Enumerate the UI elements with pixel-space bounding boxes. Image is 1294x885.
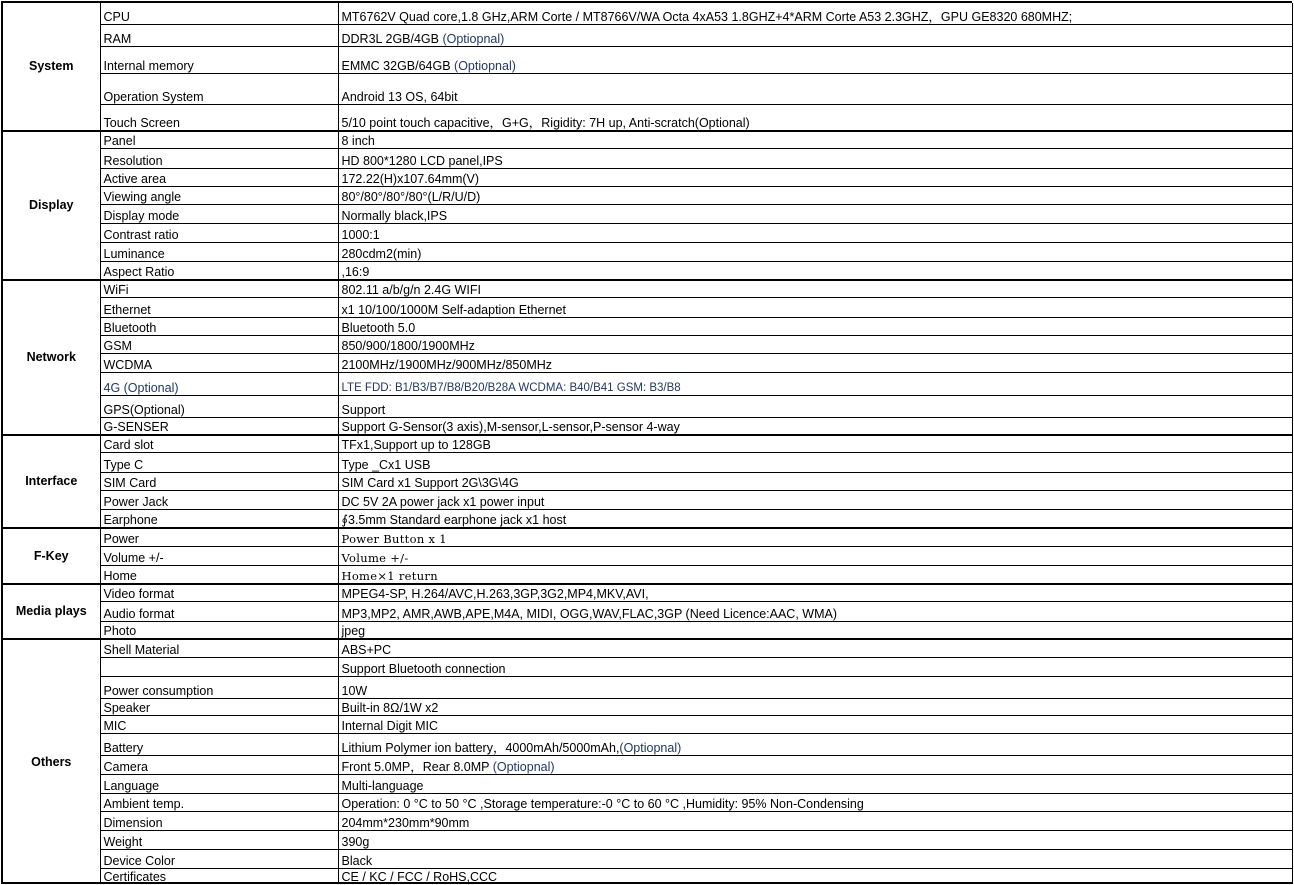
spec-value: Support Bluetooth connection	[341, 662, 506, 677]
spec-key: Shell Material	[100, 639, 338, 657]
spec-key: Active area	[100, 168, 338, 186]
table-row	[3, 417, 1292, 434]
spec-value: DC 5V 2A power jack x1 power input	[341, 495, 545, 510]
spec-value: Built-in 8Ω/1W x2	[341, 700, 439, 715]
spec-key: Aspect Ratio	[100, 261, 338, 279]
spec-key: GSM	[100, 335, 338, 353]
section-label: Others	[3, 639, 100, 884]
spec-value: LTE FDD: B1/B3/B7/B8/B20/B28A WCDMA: B40/B41 GSM: B3/B8	[341, 381, 681, 394]
table-row	[3, 715, 1292, 733]
spec-value: ABS+PC	[341, 643, 392, 658]
table-row	[3, 280, 1292, 298]
spec-value-cell	[338, 261, 1292, 279]
spec-value-cell	[338, 565, 1292, 583]
spec-value-cell	[338, 131, 1292, 149]
table-row	[3, 565, 1292, 583]
table-row	[3, 546, 1292, 565]
table-row	[3, 621, 1292, 639]
spec-value: DDR3L 2GB/4GB	[341, 32, 439, 47]
spec-value: 204mm*230mm*90mm	[341, 816, 470, 831]
spec-value: 390g	[341, 834, 370, 849]
spec-value: Android 13 OS, 64bit	[341, 89, 458, 104]
table-row	[3, 734, 1292, 756]
spec-value: Bluetooth 5.0	[341, 320, 416, 335]
table-row	[3, 24, 1292, 46]
spec-value-cell	[338, 74, 1292, 104]
table-row	[3, 677, 1292, 698]
spec-key: Dimension	[100, 812, 338, 831]
spec-value: CE / KC / FCC / RoHS,CCC	[341, 870, 498, 884]
section-label: Media plays	[3, 584, 100, 640]
spec-value-cell	[338, 658, 1292, 677]
spec-value: 172.22(H)x107.64mm(V)	[341, 171, 480, 186]
table-row	[3, 812, 1292, 831]
spec-value-cell	[338, 104, 1292, 130]
spec-value: MPEG4-SP, H.264/AVC,H.263,3GP,3G2,MP4,MKV,AVI,	[341, 587, 649, 602]
spec-value-cell	[338, 774, 1292, 793]
spec-value: x1 10/100/1000M Self-adaption Ethernet	[341, 302, 566, 317]
section-label: Interface	[3, 435, 100, 528]
optional-note: (Optiopnal)	[619, 741, 682, 756]
spec-value-cell	[338, 677, 1292, 698]
spec-value-cell	[338, 298, 1292, 317]
spec-value-cell	[338, 546, 1292, 565]
spec-key	[100, 658, 338, 677]
table-row	[3, 205, 1292, 224]
spec-value: 10W	[341, 683, 368, 698]
section-label: Display	[3, 131, 100, 280]
optional-note: (Optiopnal)	[439, 32, 505, 47]
spec-key: Photo	[100, 621, 338, 639]
spec-value: 850/900/1800/1900MHz	[341, 339, 475, 354]
spec-value-cell	[338, 602, 1292, 621]
table-row	[3, 3, 1292, 24]
section-label: Network	[3, 280, 100, 435]
spec-key: Weight	[100, 831, 338, 849]
spec-value-cell	[338, 490, 1292, 509]
spec-value: Volume +/-	[341, 550, 409, 565]
spec-key: Speaker	[100, 698, 338, 715]
table-row	[3, 242, 1292, 261]
spec-key: Bluetooth	[100, 317, 338, 335]
spec-key: Home	[100, 565, 338, 583]
spec-key: Type C	[100, 453, 338, 472]
spec-key: SIM Card	[100, 472, 338, 490]
spec-value: Front 5.0MP，Rear 8.0MP	[341, 759, 490, 774]
section-label: F-Key	[3, 528, 100, 584]
spec-value-cell	[338, 149, 1292, 168]
table-row	[3, 490, 1292, 509]
table-row	[3, 510, 1292, 528]
table-row	[3, 168, 1292, 186]
spec-value-cell	[338, 510, 1292, 528]
spec-key: RAM	[100, 24, 338, 46]
spec-key: Audio format	[100, 602, 338, 621]
spec-value: MT6762V Quad core,1.8 GHz,ARM Corte / MT8766V/WA Octa 4xA53 1.8GHZ+4*ARM Corte A53 2.3GHZ，GPU GE8320 680MHZ;	[341, 9, 1073, 24]
spec-value: Support	[341, 402, 386, 417]
spec-key: G-SENSER	[100, 417, 338, 434]
spec-value: 280cdm2(min)	[341, 246, 422, 261]
spec-value-cell	[338, 317, 1292, 335]
table-row	[3, 756, 1292, 774]
table-row	[3, 186, 1292, 204]
table-row	[3, 849, 1292, 868]
spec-value-cell	[338, 280, 1292, 298]
spec-sheet	[1, 1, 1292, 884]
table-row	[3, 453, 1292, 472]
spec-key: Power consumption	[100, 677, 338, 698]
optional-note: (Optiopnal)	[450, 59, 516, 74]
spec-value: 5/10 point touch capacitive，G+G，Rigidity: 7H up, Anti-scratch(Optional)	[341, 115, 750, 130]
spec-key: Camera	[100, 756, 338, 774]
spec-key: Operation System	[100, 74, 338, 104]
spec-value-cell	[338, 793, 1292, 811]
table-row	[3, 149, 1292, 168]
spec-value-cell	[338, 584, 1292, 602]
table-row	[3, 639, 1292, 657]
spec-value: 1000:1	[341, 227, 380, 242]
specification-table-body	[3, 3, 1292, 884]
spec-value-cell	[338, 453, 1292, 472]
spec-value-cell	[338, 639, 1292, 657]
spec-value-cell	[338, 734, 1292, 756]
spec-value-cell	[338, 698, 1292, 715]
table-row	[3, 658, 1292, 677]
spec-key: Ethernet	[100, 298, 338, 317]
table-row	[3, 47, 1292, 74]
spec-value: HD 800*1280 LCD panel,IPS	[341, 153, 503, 168]
table-row	[3, 298, 1292, 317]
spec-value-cell	[338, 715, 1292, 733]
spec-key: Viewing angle	[100, 186, 338, 204]
table-row	[3, 131, 1292, 149]
table-row	[3, 584, 1292, 602]
specification-table	[3, 3, 1293, 884]
spec-value-cell	[338, 756, 1292, 774]
spec-value-cell	[338, 849, 1292, 868]
spec-value-cell	[338, 168, 1292, 186]
table-row	[3, 373, 1292, 395]
table-row	[3, 793, 1292, 811]
spec-value-cell	[338, 417, 1292, 434]
spec-value: Type _Cx1 USB	[341, 457, 431, 472]
spec-value-cell	[338, 354, 1292, 373]
spec-value: Home×1 return	[341, 568, 438, 583]
table-row	[3, 354, 1292, 373]
spec-value: EMMC 32GB/64GB	[341, 59, 451, 74]
spec-value: SIM Card x1 Support 2G\3G\4G	[341, 475, 519, 490]
spec-value: Operation: 0 °C to 50 °C ,Storage temperature:-0 °C to 60 °C ,Humidity: 95% Non-Condensing	[341, 797, 864, 812]
table-row	[3, 224, 1292, 242]
spec-value: 8 inch	[341, 134, 375, 149]
optional-note: (Optiopnal)	[489, 759, 555, 774]
spec-value-cell	[338, 242, 1292, 261]
spec-value-cell	[338, 621, 1292, 639]
spec-value: Power Button x 1	[341, 531, 447, 546]
spec-value: Normally black,IPS	[341, 209, 448, 224]
spec-key: Internal memory	[100, 47, 338, 74]
spec-value: Support G-Sensor(3 axis),M-sensor,L-sensor,P-sensor 4-way	[341, 419, 680, 434]
spec-key: Display mode	[100, 205, 338, 224]
spec-value-cell	[338, 868, 1292, 884]
spec-key: Language	[100, 774, 338, 793]
spec-value-cell	[338, 528, 1292, 546]
spec-key: Panel	[100, 131, 338, 149]
spec-value: 802.11 a/b/g/n 2.4G WIFI	[341, 283, 481, 298]
spec-key: CPU	[100, 3, 338, 24]
spec-key: Device Color	[100, 849, 338, 868]
table-row	[3, 472, 1292, 490]
table-row	[3, 698, 1292, 715]
table-row	[3, 261, 1292, 279]
spec-value-cell	[338, 472, 1292, 490]
spec-value-cell	[338, 395, 1292, 417]
spec-value-cell	[338, 205, 1292, 224]
table-row	[3, 774, 1292, 793]
spec-value: Black	[341, 853, 373, 868]
spec-value: MP3,MP2, AMR,AWB,APE,M4A, MIDI, OGG,WAV,FLAC,3GP (Need Licence:AAC, WMA)	[341, 606, 837, 621]
spec-value: jpeg	[341, 624, 366, 639]
spec-value-cell	[338, 812, 1292, 831]
spec-key: Card slot	[100, 435, 338, 453]
table-row	[3, 831, 1292, 849]
spec-value: 80°/80°/80°/80°(L/R/U/D)	[341, 190, 481, 205]
spec-key: Volume +/-	[100, 546, 338, 565]
spec-key: WCDMA	[100, 354, 338, 373]
spec-key: Power Jack	[100, 490, 338, 509]
table-row	[3, 317, 1292, 335]
spec-key: Video format	[100, 584, 338, 602]
spec-value: Internal Digit MIC	[341, 719, 439, 734]
spec-key: Power	[100, 528, 338, 546]
spec-key: Certificates	[100, 868, 338, 884]
spec-key: Battery	[100, 734, 338, 756]
spec-key: WiFi	[100, 280, 338, 298]
spec-value-cell	[338, 435, 1292, 453]
table-row	[3, 395, 1292, 417]
section-label: System	[3, 3, 100, 131]
spec-value-cell	[338, 373, 1292, 395]
spec-value-cell	[338, 186, 1292, 204]
table-row	[3, 104, 1292, 130]
spec-key: Touch Screen	[100, 104, 338, 130]
spec-value: ∮3.5mm Standard earphone jack x1 host	[341, 512, 567, 527]
spec-value-cell	[338, 3, 1292, 24]
spec-value: TFx1,Support up to 128GB	[341, 438, 491, 453]
spec-value: 2100MHz/1900MHz/900MHz/850MHz	[341, 358, 553, 373]
table-row	[3, 74, 1292, 104]
table-row	[3, 602, 1292, 621]
table-row	[3, 868, 1292, 884]
spec-value: Lithium Polymer ion battery，4000mAh/5000mAh,	[341, 741, 620, 756]
spec-value-cell	[338, 335, 1292, 353]
spec-key: Resolution	[100, 149, 338, 168]
spec-value: Multi-language	[341, 778, 424, 793]
table-row	[3, 528, 1292, 546]
table-row	[3, 335, 1292, 353]
spec-key: Ambient temp.	[100, 793, 338, 811]
spec-key: GPS(Optional)	[100, 395, 338, 417]
spec-value: ,16:9	[341, 264, 370, 279]
spec-value-cell	[338, 831, 1292, 849]
spec-key: Contrast ratio	[100, 224, 338, 242]
table-row	[3, 435, 1292, 453]
spec-key: Earphone	[100, 510, 338, 528]
spec-value-cell	[338, 47, 1292, 74]
spec-key: MIC	[100, 715, 338, 733]
spec-value-cell	[338, 224, 1292, 242]
spec-key: Luminance	[100, 242, 338, 261]
spec-value-cell	[338, 24, 1292, 46]
spec-key: 4G (Optional)	[100, 373, 338, 395]
